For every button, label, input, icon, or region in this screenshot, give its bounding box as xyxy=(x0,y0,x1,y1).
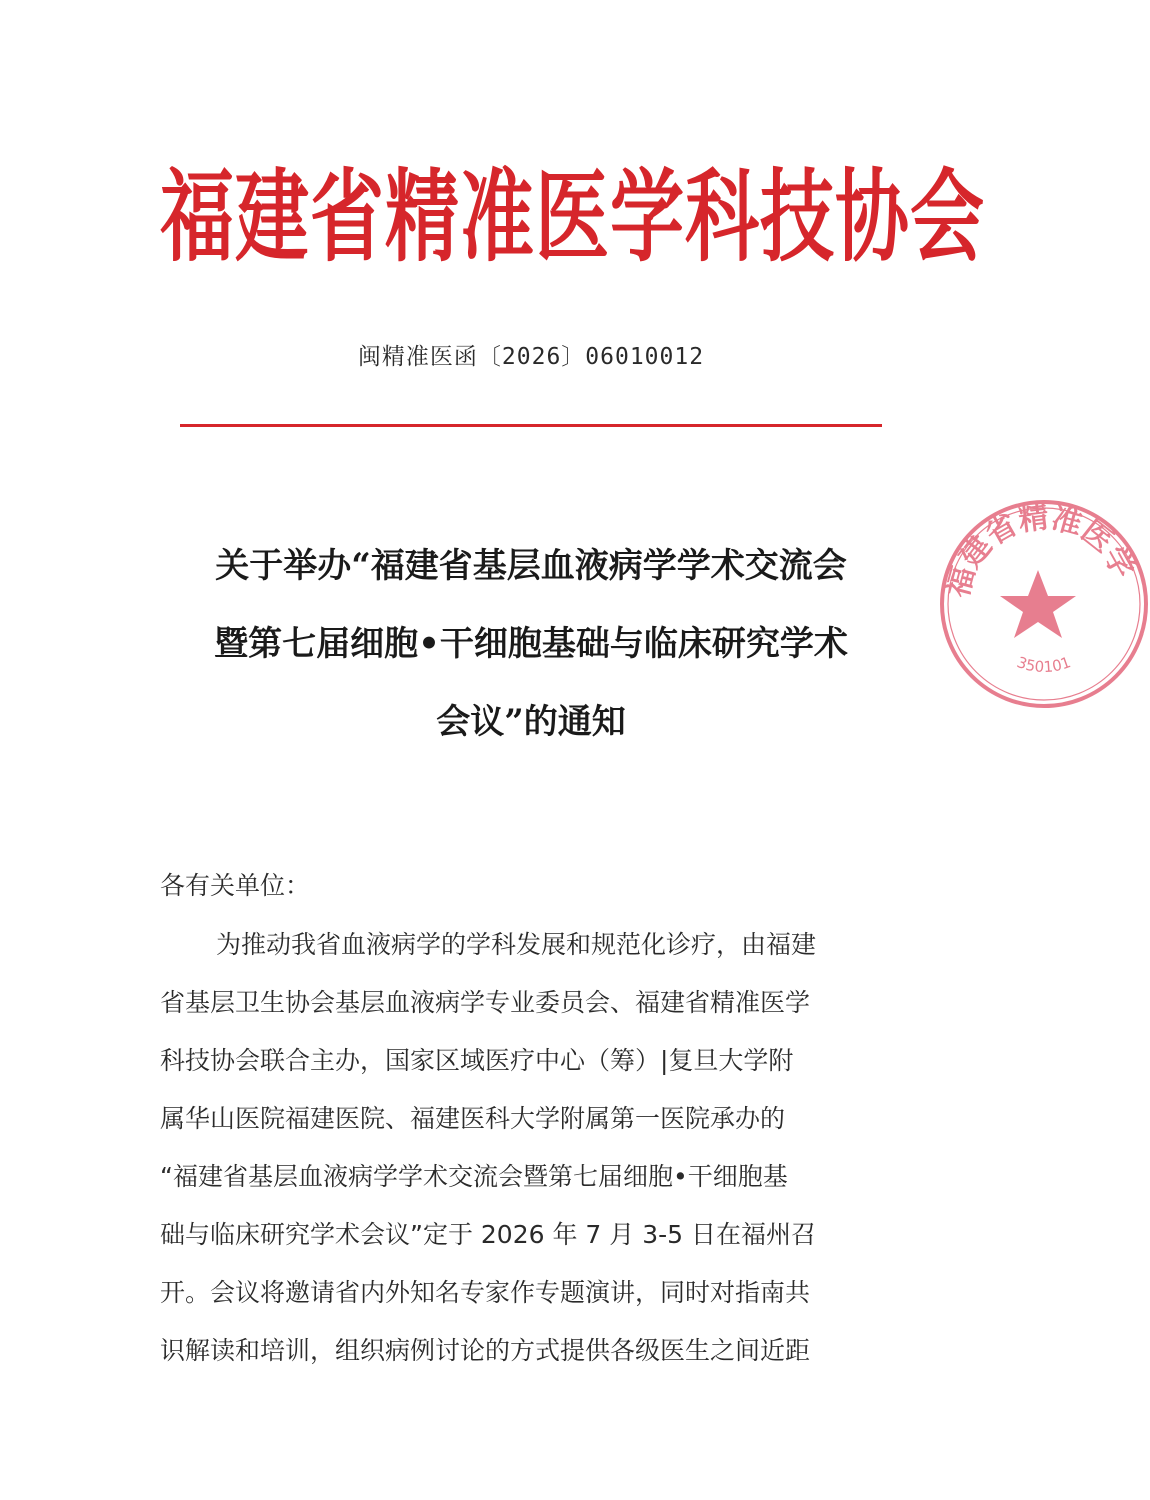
seal-star-icon xyxy=(1000,570,1076,638)
paragraph-line: 识解读和培训，组织病例讨论的方式提供各级医生之间近距 xyxy=(160,1336,811,1365)
paragraph-line: 开。会议将邀请省内外知名专家作专题演讲，同时对指南共 xyxy=(160,1278,811,1307)
red-divider-line xyxy=(180,424,882,427)
paragraph-line: 科技协会联合主办，国家区域医疗中心（筹）|复旦大学附 xyxy=(160,1046,794,1075)
seal-code: 350101 xyxy=(1014,653,1074,677)
document-number: 闽精准医函〔2026〕06010012 xyxy=(357,344,705,370)
official-seal-stamp xyxy=(938,498,1150,710)
paragraph-line: 为推动我省血液病学的学科发展和规范化诊疗，由福建 xyxy=(216,930,817,959)
paragraph-line: 础与临床研究学术会议”定于 2026 年 7 月 3-5 日在福州召 xyxy=(160,1220,816,1249)
notice-title-line: 关于举办“福建省基层血液病学学术交流会 xyxy=(215,546,847,586)
svg-text:350101 xyxy=(1015,653,1074,676)
org-letterhead-title: 福建省精准医学科技协会 xyxy=(160,159,985,276)
seal-text: 福建省精准医学 xyxy=(940,499,1142,602)
paragraph-line: 属华山医院福建医院、福建医科大学附属第一医院承办的 xyxy=(160,1104,786,1133)
notice-title xyxy=(150,527,912,761)
paragraph-line: “福建省基层血液病学学术交流会暨第七届细胞•干细胞基 xyxy=(160,1162,788,1191)
notice-title-line: 会议”的通知 xyxy=(436,702,626,742)
notice-body xyxy=(160,862,905,1380)
notice-title-line: 暨第七届细胞•干细胞基础与临床研究学术 xyxy=(214,624,848,664)
salutation: 各有关单位： xyxy=(160,871,311,900)
paragraph-line: 省基层卫生协会基层血液病学专业委员会、福建省精准医学 xyxy=(160,988,811,1017)
